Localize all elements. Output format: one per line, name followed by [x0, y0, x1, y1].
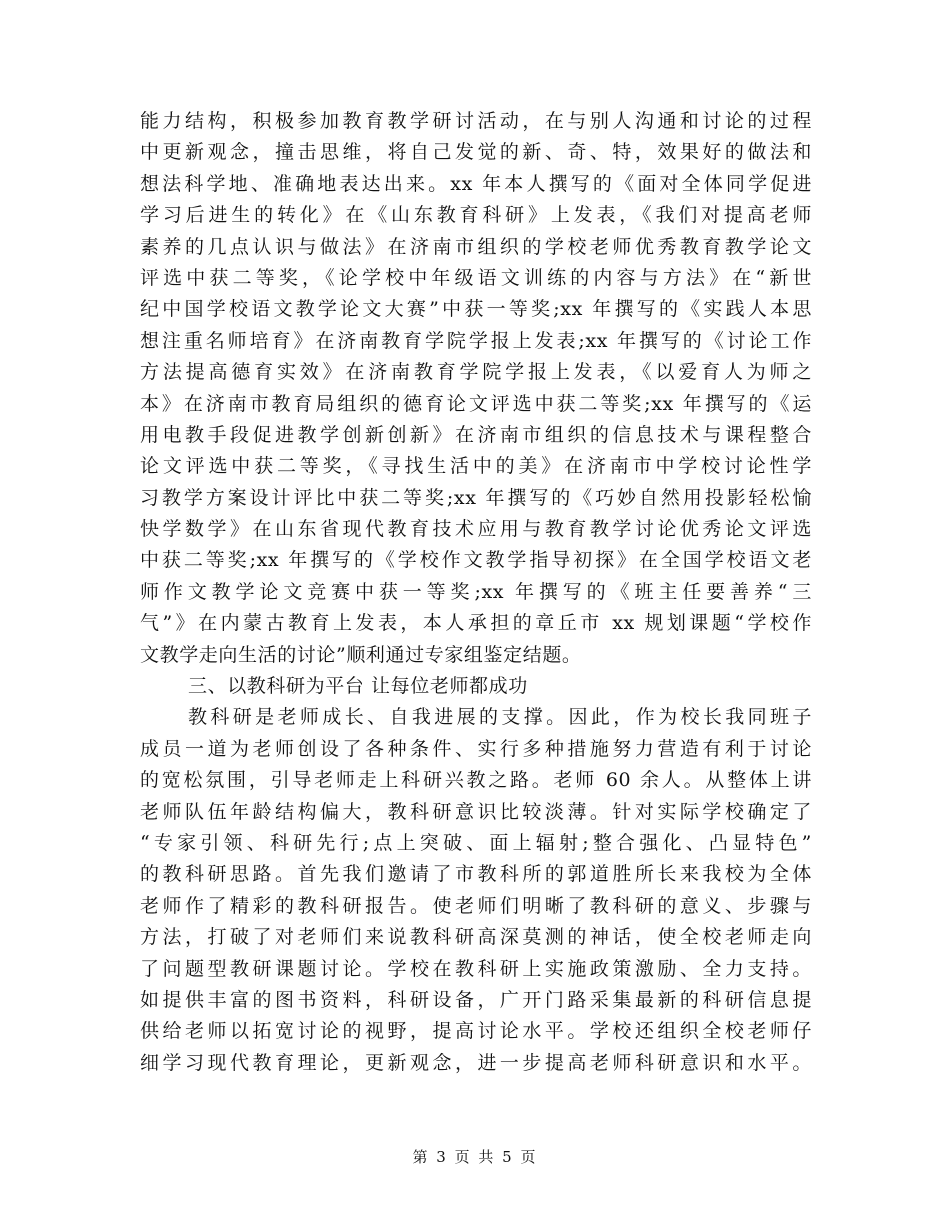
text-line: 纪中国学校语文教学论文大赛”中获一等奖;xx 年撰写的《实践人本思	[140, 298, 812, 321]
text-line: 师作文教学论文竞赛中获一等奖;xx 年撰写的《班主任要善养“三	[140, 580, 812, 603]
text-line: 细学习现代教育理论，更新观念，进一步提高老师科研意识和水平。	[140, 1051, 812, 1074]
text-line: 供给老师以拓宽讨论的视野，提高讨论水平。学校还组织全校老师仔	[140, 1020, 812, 1043]
text-line: 快学数学》在山东省现代教育技术应用与教育教学讨论优秀论文评选	[140, 518, 812, 541]
text-line: 方法，打破了对老师们来说教科研高深莫测的神话，使全校老师走向	[140, 926, 812, 949]
text-line: 方法提高德育实效》在济南教育学院学报上发表，《以爱育人为师之	[140, 361, 812, 384]
text-line: 本》在济南市教育局组织的德育论文评选中获二等奖;xx 年撰写的《运	[140, 392, 812, 415]
section-heading: 三、以教科研为平台 让每位老师都成功	[188, 675, 528, 698]
text-line: 学习后进生的转化》在《山东教育科研》上发表，《我们对提高老师	[140, 204, 812, 227]
text-line: 了问题型教研课题讨论。学校在教科研上实施政策激励、全力支持。	[140, 957, 812, 980]
text-line: 素养的几点认识与做法》在济南市组织的学校老师优秀教育教学论文	[140, 235, 812, 258]
text-line: 教科研是老师成长、自我进展的支撑。因此，作为校长我同班子	[188, 706, 812, 729]
text-line: 老师队伍年龄结构偏大，教科研意识比较淡薄。针对实际学校确定了	[140, 800, 812, 823]
text-line: 成员一道为老师创设了各种条件、实行多种措施努力营造有利于讨论	[140, 737, 812, 760]
text-line: 论文评选中获二等奖，《寻找生活中的美》在济南市中学校讨论性学	[140, 455, 812, 478]
text-line: 中获二等奖;xx 年撰写的《学校作文教学指导初探》在全国学校语文老	[140, 549, 812, 572]
text-line: 能力结构，积极参加教育教学研讨活动，在与别人沟通和讨论的过程	[140, 110, 812, 132]
text-line: 评选中获二等奖，《论学校中年级语文训练的内容与方法》在“新世	[140, 266, 812, 289]
text-line: 如提供丰富的图书资料，科研设备，广开门路采集最新的科研信息提	[140, 988, 812, 1011]
page-number-footer: 第 3 页 共 5 页	[412, 1148, 538, 1166]
text-line: 的教科研思路。首先我们邀请了市教科所的郭道胜所长来我校为全体	[140, 863, 812, 886]
text-line: 气”》在内蒙古教育上发表，本人承担的章丘市 xx 规划课题“学校作	[140, 612, 812, 635]
body-text	[140, 106, 812, 1079]
text-line: 的宽松氛围，引导老师走上科研兴教之路。老师 60 余人。从整体上讲	[140, 769, 812, 792]
text-line: 文教学走向生活的讨论”顺利通过专家组鉴定结题。	[140, 643, 582, 666]
text-line: 老师作了精彩的教科研报告。使老师们明晰了教科研的意义、步骤与	[140, 894, 812, 917]
text-line: 想注重名师培育》在济南教育学院学报上发表;xx 年撰写的《讨论工作	[140, 329, 812, 352]
text-line: 中更新观念，撞击思维，将自己发觉的新、奇、特，效果好的做法和	[140, 141, 812, 164]
text-line: 习教学方案设计评比中获二等奖;xx 年撰写的《巧妙自然用投影轻松愉	[140, 486, 812, 509]
text-line: 想法科学地、准确地表达出来。xx 年本人撰写的《面对全体同学促进	[140, 172, 812, 195]
text-line: “专家引领、科研先行;点上突破、面上辐射;整合强化、凸显特色”	[140, 831, 812, 854]
text-line: 用电教手段促进教学创新创新》在济南市组织的信息技术与课程整合	[140, 423, 812, 446]
